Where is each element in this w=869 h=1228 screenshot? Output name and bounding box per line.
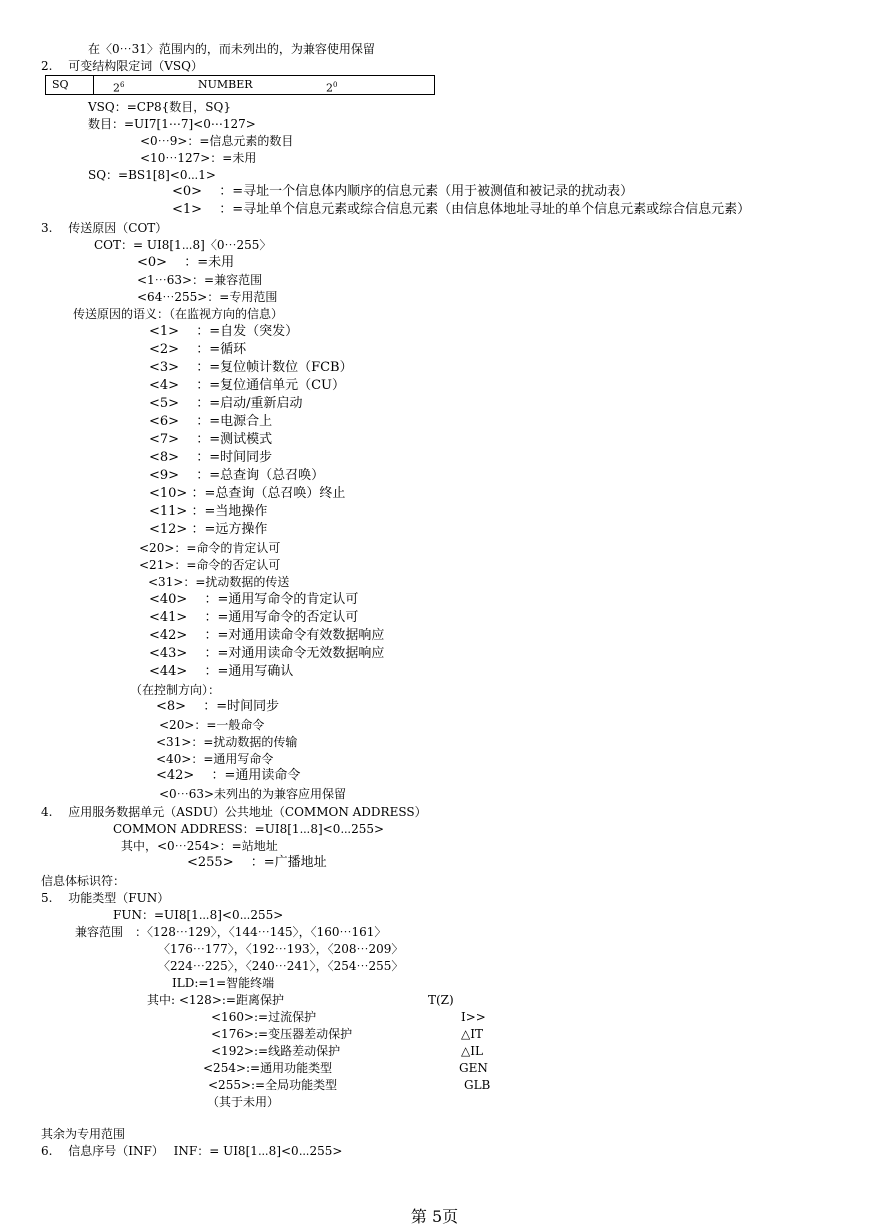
text-line: <0> ：=未用 xyxy=(137,255,235,270)
text-line: <10⋯127>：=未用 xyxy=(140,151,257,165)
vsq-bit-table xyxy=(45,75,435,95)
text-line: <2> ：=循环 xyxy=(149,342,247,357)
text-line: 数目：=UI7[1⋯7]<0⋯127> xyxy=(88,117,256,131)
text-line: 其余为专用范围 xyxy=(41,1127,126,1141)
text-line: GEN xyxy=(459,1061,488,1075)
text-line: 传送原因的语义：（在监视方向的信息） xyxy=(73,307,284,321)
text-line: <1> ：=自发（突发） xyxy=(149,324,299,339)
text-line: 2. 可变结构限定词（VSQ） xyxy=(41,59,203,73)
text-line: <20>：=一般命令 xyxy=(159,718,265,732)
text-line: △IT xyxy=(461,1027,483,1041)
text-line: <160>:=过流保护 xyxy=(211,1010,317,1024)
text-line: T(Z) xyxy=(428,993,454,1007)
text-line: <12> ：=远方操作 xyxy=(149,522,268,537)
text-line: <10> ：=总查询（总召唤）终止 xyxy=(149,486,346,501)
text-line: <8> ：=时间同步 xyxy=(149,450,273,465)
bit-low-exp: 0 xyxy=(333,81,338,89)
text-line: <5> ：=启动/重新启动 xyxy=(149,396,303,411)
text-line: 4. 应用服务数据单元（ASDU）公共地址（COMMON ADDRESS） xyxy=(41,805,427,819)
text-line: <40>：=通用写命令 xyxy=(156,752,274,766)
text-line: <44> ：=通用写确认 xyxy=(149,664,294,679)
text-line: 兼容范围 ：〈128⋯129〉，〈144⋯145〉，〈160⋯161〉 xyxy=(75,925,387,939)
text-line: VSQ：=CP8{数目，SQ} xyxy=(88,100,231,114)
bit-low-base: 2 xyxy=(326,81,333,95)
text-line: <0> ：=寻址一个信息体内顺序的信息元素（用于被测值和被记录的扰动表） xyxy=(172,184,634,199)
text-line: ILD:=1=智能终端 xyxy=(172,976,275,990)
text-line: 在〈0⋯31〉范围内的，而未列出的，为兼容使用保留 xyxy=(88,42,375,56)
text-line: 〈224⋯225〉，〈240⋯241〉，〈254⋯255〉 xyxy=(158,959,404,973)
text-line: 5. 功能类型（FUN） xyxy=(41,891,170,905)
text-line: △IL xyxy=(461,1044,483,1058)
text-line: <43> ：=对通用读命令无效数据响应 xyxy=(149,646,385,661)
vsq-bit-low-cell xyxy=(326,77,337,97)
text-line: <31>：=扰动数据的传送 xyxy=(148,575,290,589)
text-line: <1> ：=寻址单个信息元素或综合信息元素（由信息体地址寻址的单个信息元素或综合信息元素） xyxy=(172,202,751,217)
text-line: <42> ：=通用读命令 xyxy=(156,768,301,783)
vsq-number-cell: NUMBER xyxy=(198,78,253,91)
vsq-bit-high-cell xyxy=(113,77,124,97)
text-line: <0⋯63>未列出的为兼容应用保留 xyxy=(159,787,347,801)
text-line: I>> xyxy=(461,1010,486,1024)
text-line: <41> ：=通用写命令的否定认可 xyxy=(149,610,359,625)
text-line: <192>:=线路差动保护 xyxy=(211,1044,341,1058)
text-line: （其于未用） xyxy=(207,1095,280,1109)
text-line: （在控制方向）： xyxy=(130,683,221,697)
text-line: 〈176⋯177〉，〈192⋯193〉，〈208⋯209〉 xyxy=(158,942,404,956)
page-footer: 第 5页 xyxy=(410,1207,459,1226)
text-line: 3. 传送原因（COT） xyxy=(41,221,168,235)
text-line: <9> ：=总查询（总召唤） xyxy=(149,468,325,483)
text-line: 其中: <128>:=距离保护 xyxy=(147,993,284,1007)
text-line: 6. 信息序号（INF） INF：= UI8[1⋯8]<0⋯255> xyxy=(41,1144,343,1158)
text-line: <1⋯63>：=兼容范围 xyxy=(137,273,263,287)
text-line: 信息体标识符： xyxy=(41,874,126,888)
text-line: <11> ：=当地操作 xyxy=(149,504,268,519)
text-line: <4> ：=复位通信单元（CU） xyxy=(149,378,345,393)
text-line: <42> ：=对通用读命令有效数据响应 xyxy=(149,628,385,643)
text-line: FUN：=UI8[1⋯8]<0⋯255> xyxy=(113,908,284,922)
text-line: <0⋯9>：=信息元素的数目 xyxy=(140,134,294,148)
vsq-sq-cell: SQ xyxy=(52,78,69,91)
text-line: <6> ：=电源合上 xyxy=(149,414,273,429)
text-line: COMMON ADDRESS：=UI8[1⋯8]<0⋯255> xyxy=(113,822,385,836)
text-line: <255>:=全局功能类型 xyxy=(208,1078,338,1092)
text-line: <20>：=命令的肯定认可 xyxy=(139,541,281,555)
text-line: <7> ：=测试模式 xyxy=(149,432,273,447)
text-line: <21>：=命令的否定认可 xyxy=(139,558,281,572)
bit-high-base: 2 xyxy=(113,81,120,95)
text-line: <31>：=扰动数据的传输 xyxy=(156,735,298,749)
text-line: <3> ：=复位帧计数位（FCB） xyxy=(149,360,353,375)
text-line: <255> ：=广播地址 xyxy=(187,855,327,870)
text-line: <176>:=变压器差动保护 xyxy=(211,1027,353,1041)
text-line: COT：= UI8[1⋯8]〈0⋯255〉 xyxy=(94,238,272,252)
text-line: <254>:=通用功能类型 xyxy=(203,1061,333,1075)
text-line: <64⋯255>：=专用范围 xyxy=(137,290,278,304)
text-line: SQ：=BS1[8]<0⋯1> xyxy=(88,168,216,182)
table-divider xyxy=(93,76,94,94)
text-line: 其中，<0⋯254>：=站地址 xyxy=(121,839,278,853)
text-line: GLB xyxy=(464,1078,491,1092)
bit-high-exp: 6 xyxy=(120,81,125,89)
text-line: <8> ：=时间同步 xyxy=(156,699,280,714)
text-line: <40> ：=通用写命令的肯定认可 xyxy=(149,592,359,607)
